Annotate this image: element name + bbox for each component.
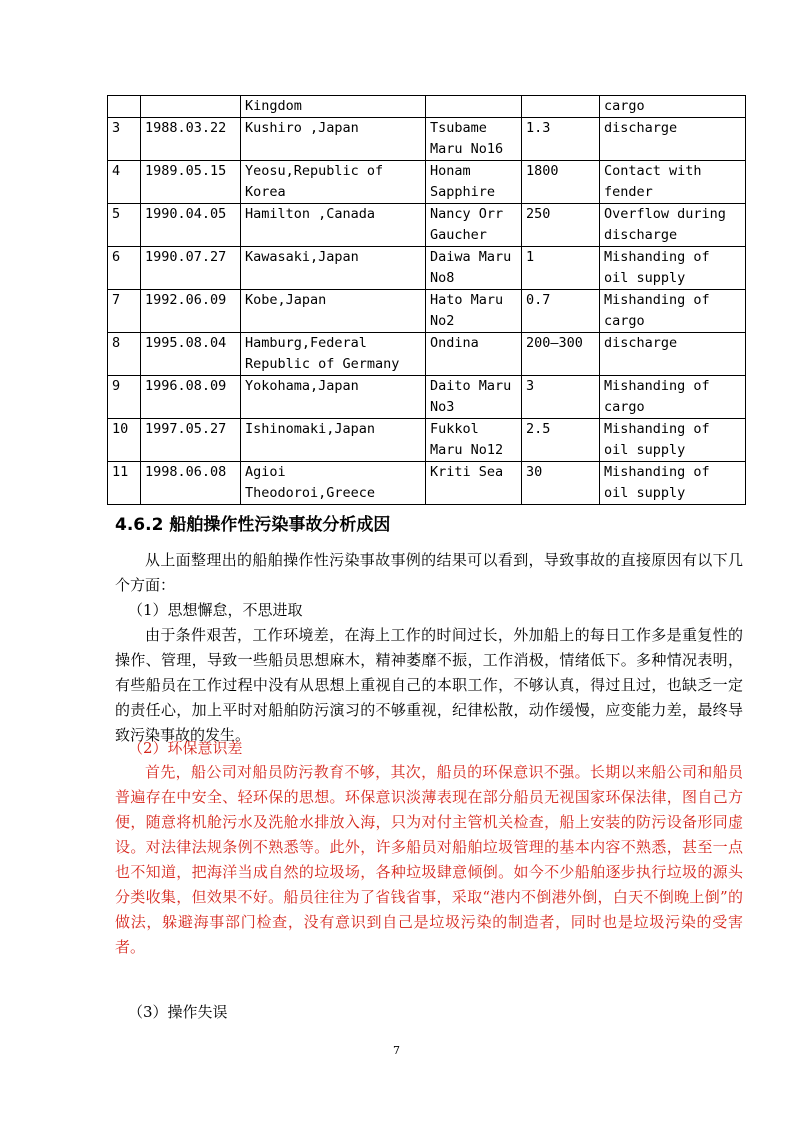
table-cell: Hamilton ,Canada: [241, 204, 426, 247]
table-cell: [141, 96, 241, 118]
table-row: [108, 462, 746, 505]
table-cell: Kobe,Japan: [241, 290, 426, 333]
table-cell: Hamburg,Federal Republic of Germany: [241, 333, 426, 376]
table-row: [108, 118, 746, 161]
incident-table: [107, 95, 746, 505]
table-cell: 8: [108, 333, 141, 376]
table-cell: Daito Maru No3: [426, 376, 522, 419]
incident-table-body: [108, 96, 746, 505]
item3-title: （3）操作失误: [128, 1003, 228, 1021]
table-cell: 250: [522, 204, 600, 247]
table-cell: Mishanding of cargo: [600, 376, 746, 419]
table-cell: 1988.03.22: [141, 118, 241, 161]
table-cell: Agioi Theodoroi,Greece: [241, 462, 426, 505]
table-cell: 3: [108, 118, 141, 161]
table-cell: Mishanding of oil supply: [600, 247, 746, 290]
table-cell: 30: [522, 462, 600, 505]
table-cell: Yeosu,Republic of Korea: [241, 161, 426, 204]
table-cell: discharge: [600, 118, 746, 161]
table-cell: 10: [108, 419, 141, 462]
table-cell: Kingdom: [241, 96, 426, 118]
table-cell: Mishanding of cargo: [600, 290, 746, 333]
table-cell: 200—300: [522, 333, 600, 376]
table-cell: 1.3: [522, 118, 600, 161]
table-row: [108, 290, 746, 333]
table-cell: Daiwa Maru No8: [426, 247, 522, 290]
table-cell: 11: [108, 462, 141, 505]
table-cell: Hato Maru No2: [426, 290, 522, 333]
table-cell: Fukkol Maru No12: [426, 419, 522, 462]
table-cell: [522, 96, 600, 118]
table-cell: Kushiro ,Japan: [241, 118, 426, 161]
item1-body: 由于条件艰苦，工作环境差，在海上工作的时间过长，外加船上的每日工作多是重复性的操作、管理，导致一些船员思想麻木，精神萎靡不振，工作消极，情绪低下。多种情况表明，有些船员在工作过程中没有从思想上重视自己的本职工作，不够认真，得过且过，也缺乏一定的责任心，加上平时对船舶防污演习的不够重视，纪律松散，动作缓慢，应变能力差，最终导致污染事故的发生。: [115, 626, 743, 744]
table-row: [108, 96, 746, 118]
table-cell: Kawasaki,Japan: [241, 247, 426, 290]
table-row: [108, 419, 746, 462]
table-cell: Ishinomaki,Japan: [241, 419, 426, 462]
table-cell: 1990.07.27: [141, 247, 241, 290]
table-cell: Kriti Sea: [426, 462, 522, 505]
table-cell: Yokohama,Japan: [241, 376, 426, 419]
table-cell: Nancy Orr Gaucher: [426, 204, 522, 247]
item1-title: （1）思想懈怠，不思进取: [128, 601, 303, 619]
table-row: [108, 376, 746, 419]
table-cell: 2.5: [522, 419, 600, 462]
table-cell: 1996.08.09: [141, 376, 241, 419]
table-cell: 7: [108, 290, 141, 333]
table-cell: 1800: [522, 161, 600, 204]
table-cell: Overflow during discharge: [600, 204, 746, 247]
section-heading: 4.6.2 船舶操作性污染事故分析成因: [115, 515, 391, 535]
table-cell: 1: [522, 247, 600, 290]
table-cell: Honam Sapphire: [426, 161, 522, 204]
item2-body: 首先，船公司对船员防污教育不够，其次，船员的环保意识不强。长期以来船公司和船员普遍存在中安全、轻环保的思想。环保意识淡薄表现在部分船员无视国家环保法律，图自己方便，随意将机舱污水及洗舱水排放入海，只为对付主管机关检查，船上安装的防污设备形同虚设。对法律法规条例不熟悉等。此外，许多船员对船舶垃圾管理的基本内容不熟悉，甚至一点也不知道，把海洋当成自然的垃圾场，各种垃圾肆意倾倒。如今不少船舶逐步执行垃圾的源头分类收集，但效果不好。船员往往为了省钱省事，采取“港内不倒港外倒，白天不倒晚上倒”的做法，躲避海事部门检查，没有意识到自己是垃圾污染的制造者，同时也是垃圾污染的受害者。: [115, 763, 743, 956]
table-row: [108, 161, 746, 204]
table-row: [108, 204, 746, 247]
table-cell: 3: [522, 376, 600, 419]
table-row: [108, 333, 746, 376]
table-cell: Mishanding of oil supply: [600, 462, 746, 505]
table-cell: 1995.08.04: [141, 333, 241, 376]
table-cell: [426, 96, 522, 118]
table-cell: 1997.05.27: [141, 419, 241, 462]
table-cell: 1992.06.09: [141, 290, 241, 333]
table-cell: [108, 96, 141, 118]
table-cell: 4: [108, 161, 141, 204]
item2-title: （2）环保意识差: [128, 739, 243, 757]
table-cell: discharge: [600, 333, 746, 376]
table-cell: Contact with fender: [600, 161, 746, 204]
table-cell: Mishanding of oil supply: [600, 419, 746, 462]
page-number: 7: [393, 1044, 400, 1057]
table-cell: 1989.05.15: [141, 161, 241, 204]
table-cell: Tsubame Maru No16: [426, 118, 522, 161]
table-cell: 1990.04.05: [141, 204, 241, 247]
table-cell: 5: [108, 204, 141, 247]
table-cell: 1998.06.08: [141, 462, 241, 505]
table-cell: 6: [108, 247, 141, 290]
table-cell: 0.7: [522, 290, 600, 333]
table-cell: 9: [108, 376, 141, 419]
intro-paragraph: 从上面整理出的船舶操作性污染事故事例的结果可以看到，导致事故的直接原因有以下几个方面：: [115, 551, 743, 594]
table-cell: cargo: [600, 96, 746, 118]
table-row: [108, 247, 746, 290]
table-cell: Ondina: [426, 333, 522, 376]
